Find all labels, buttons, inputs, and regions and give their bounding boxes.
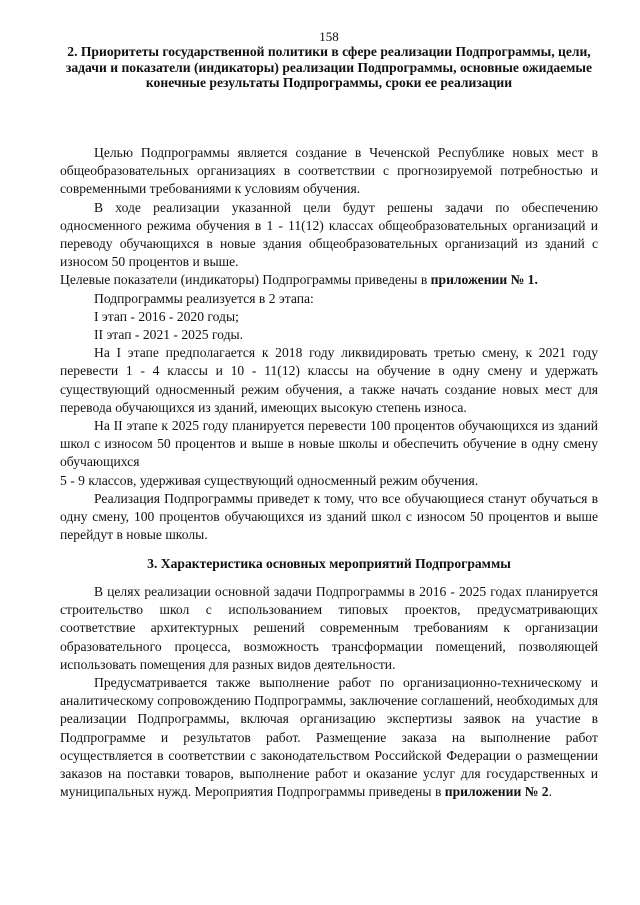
measures-text: Предусматривается также выполнение работ по организационно-техническому и аналитическому сопровождению Подпрограммы, заключение соглашений, необходимых для реализации Подпрограммы, включая организацию экспертизы заявок на участие в Подпрограмме и результатов работ. Размещение заказа на выполнение работ осуществляется в соответствии с законодательством Российской Федерации о размещении заказов на поставки товаров, выполнение работ и оказание услуг для государственных и муниципальных нужд. Мероприятия Подпрограммы приведены в <box>60 675 598 800</box>
paragraph: На II этапе к 2025 году планируется перевести 100 процентов обучающихся из зданий школ с износом 50 процентов и выше в новые школы и обеспечить обучение в одну смену обучающихся <box>60 418 598 470</box>
paragraph: В целях реализации основной задачи Подпрограммы в 2016 - 2025 годах планируется строительство школ с использованием типовых проектов, предусматривающих соответствие архитектурных решений современным требованиям к организации образовательного процесса, возможность трансформации помещений, позволяющей использовать помещения для разных видов деятельности. <box>60 584 598 672</box>
paragraph: Реализация Подпрограммы приведет к тому, что все обучающиеся станут обучаться в одну смену, 100 процентов обучающихся из зданий школ с износом 50 процентов и выше перейдут в новые школы. <box>60 490 598 543</box>
paragraph-measures <box>60 674 598 801</box>
stage-2: II этап - 2021 - 2025 годы. <box>94 327 244 343</box>
paragraph: 5 - 9 классов, удерживая существующий односменный режим обучения. <box>60 472 479 488</box>
section-3-heading: 3. Характеристика основных мероприятий Подпрограммы <box>147 556 511 571</box>
indicators-text: Целевые показатели (индикаторы) Подпрограммы приведены в <box>60 272 431 288</box>
paragraph-indicators <box>60 271 598 289</box>
paragraph: Подпрограммы реализуется в 2 этапа: <box>94 290 314 306</box>
paragraph: На I этапе предполагается к 2018 году ликвидировать третью смену, к 2021 году перевести 1 - 4 классы и 10 - 11(12) классы на обучение в одну смену и удержать существующий односменный режим обучения, а также начать создание новых мест для перевода обучающихся из зданий, имеющих высокую степень износа. <box>60 345 598 415</box>
page-number: 158 <box>319 29 339 44</box>
paragraph: Целью Подпрограммы является создание в Чеченской Республике новых мест в общеобразовательных организациях в соответствии с прогнозируемой потребностью и современными требованиями к условиям обучения. <box>60 145 598 197</box>
appendix-1-reference: приложении № 1 <box>430 272 535 288</box>
appendix-2-period: . <box>548 784 552 800</box>
section-2-body <box>60 144 598 544</box>
paragraph: В ходе реализации указанной цели будут решены задачи по обеспечению односменного режима обучения в 1 - 11(12) классах общеобразовательных организаций и переводу обучающихся в новые здания общеобразовательных организаций из зданий с износом 50 процентов и выше. <box>60 199 598 270</box>
appendix-2-reference: приложении № 2 <box>444 784 549 800</box>
section-3-body <box>60 583 598 801</box>
section-2-heading: 2. Приоритеты государственной политики в сфере реализации Подпрограммы, цели, задачи и показатели (индикаторы) реализации Подпрограммы, основные ожидаемые конечные результаты Подпрограммы, сроки ее реализации <box>65 44 593 90</box>
stage-1: I этап - 2016 - 2020 годы; <box>94 308 239 324</box>
appendix-1-period: . <box>534 272 538 288</box>
